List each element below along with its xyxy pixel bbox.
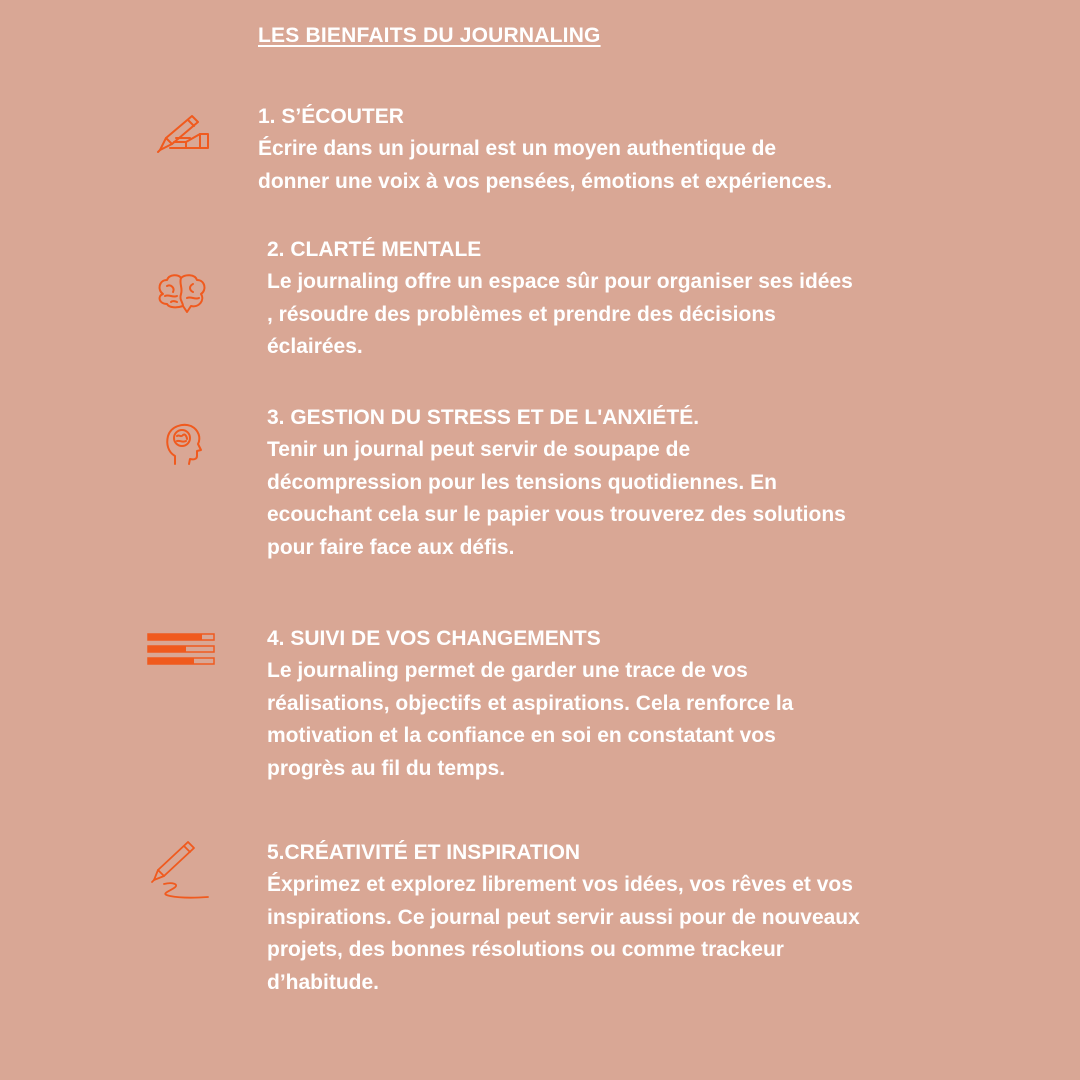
section-text-line: progrès au fil du temps. <box>267 756 506 780</box>
section-listen <box>258 101 832 198</box>
section-text-line: , résoudre des problèmes et prendre des décisions <box>267 302 776 326</box>
section-text-line: réalisations, objectifs et aspirations. Cela renforce la <box>267 691 794 715</box>
section-text-line: d’habitude. <box>267 970 379 994</box>
section-text-line: Tenir un journal peut servir de soupape de <box>267 438 691 462</box>
section-text-line: Le journaling offre un espace sûr pour organiser ses idées <box>267 270 853 294</box>
section-text-line: Éxprimez et explorez librement vos idées, vos rêves et vos <box>267 873 853 897</box>
section-text-line: ecouchant cela sur le papier vous trouverez des solutions <box>267 503 846 527</box>
section-text-line: éclairées. <box>267 335 363 359</box>
hand-writing-icon <box>156 112 212 154</box>
section-text-line: Le journaling permet de garder une trace de vos <box>267 659 748 683</box>
head-brain-icon <box>165 422 203 466</box>
section-text-line: Écrire dans un journal est un moyen authentique de <box>258 137 777 161</box>
section-creativity <box>267 837 860 999</box>
section-heading: 1. S’ÉCOUTER <box>258 105 404 128</box>
brain-icon <box>155 272 207 314</box>
section-text-line: pour faire face aux défis. <box>267 535 515 559</box>
section-heading: 2. CLARTÉ MENTALE <box>267 238 482 261</box>
pencil-scribble-icon <box>150 838 212 900</box>
section-heading: 3. GESTION DU STRESS ET DE L'ANXIÉTÉ. <box>267 406 700 429</box>
progress-bars-icon <box>147 633 215 665</box>
section-text-line: motivation et la confiance en soi en constatant vos <box>267 724 776 748</box>
section-mental-clarity <box>267 234 853 364</box>
section-heading: 4. SUIVI DE VOS CHANGEMENTS <box>267 627 601 650</box>
section-text-line: donner une voix à vos pensées, émotions et expériences. <box>258 169 833 193</box>
section-text-line: décompression pour les tensions quotidiennes. En <box>267 470 777 494</box>
section-heading: 5.CRÉATIVITÉ ET INSPIRATION <box>267 841 581 864</box>
section-text-line: projets, des bonnes résolutions ou comme trackeur <box>267 938 784 962</box>
section-tracking-changes <box>267 623 793 785</box>
section-text-line: inspirations. Ce journal peut servir aussi pour de nouveaux <box>267 905 860 929</box>
page-title: LES BIENFAITS DU JOURNALING <box>258 24 601 47</box>
section-stress-anxiety <box>267 402 846 564</box>
